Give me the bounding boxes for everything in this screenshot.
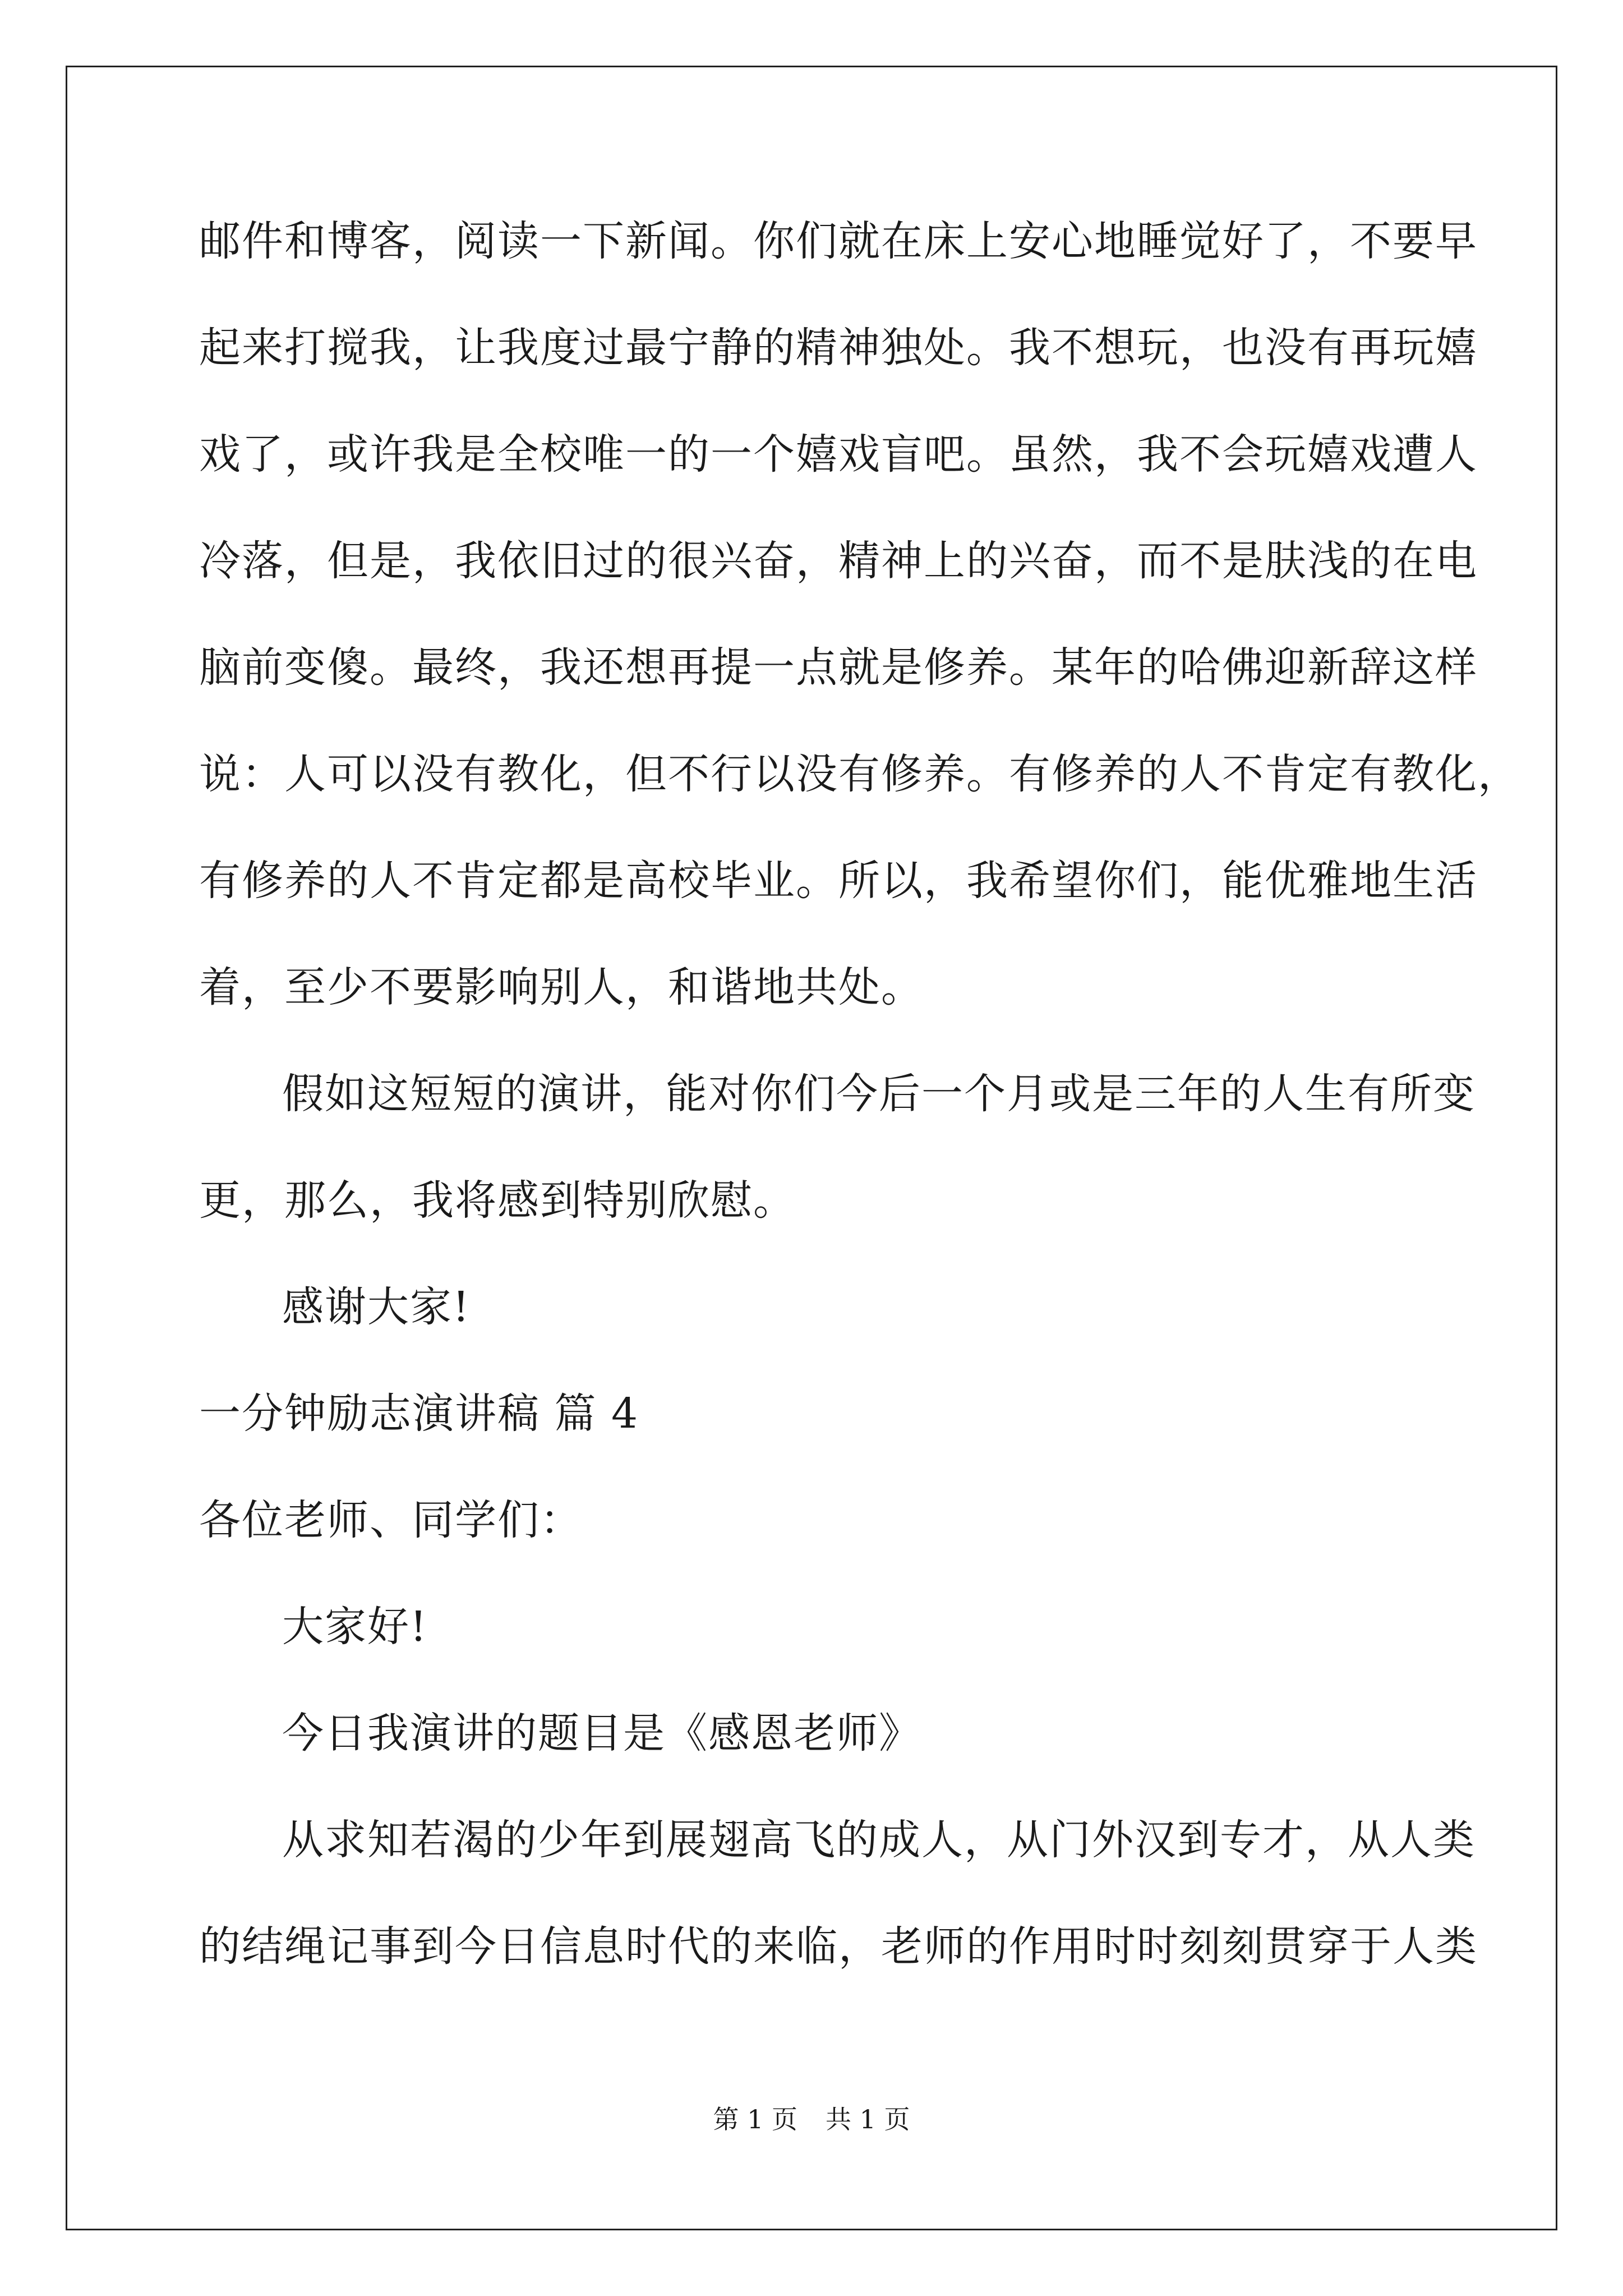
text-line: 说：人可以没有教化，但不行以没有修养。有修养的人不肯定有教化，	[199, 750, 1520, 798]
paragraph-start: 今日我演讲的题目是《感恩老师》	[282, 1709, 921, 1757]
text-line: 冷落，但是，我依旧过的很兴奋，精神上的兴奋，而不是肤浅的在电	[199, 537, 1478, 585]
salutation: 各位老师、同学们：	[199, 1496, 583, 1544]
text-line: 着，至少不要影响别人，和谐地共处。	[199, 963, 924, 1011]
text-line: 脑前变傻。最终，我还想再提一点就是修养。某年的哈佛迎新辞这样	[199, 643, 1478, 692]
paragraph-start: 感谢大家!	[282, 1283, 471, 1331]
text-line: 邮件和博客，阅读一下新闻。你们就在床上安心地睡觉好了，不要早	[199, 217, 1478, 265]
paragraph-start: 假如这短短的演讲，能对你们今后一个月或是三年的人生有所变	[282, 1070, 1476, 1118]
paragraph-start: 从求知若渴的少年到展翅高飞的成人，从门外汉到专才，从人类	[282, 1816, 1476, 1864]
page-border	[66, 66, 1557, 2230]
text-line: 的结绳记事到今日信息时代的来临，老师的作用时时刻刻贯穿于人类	[199, 1922, 1478, 1971]
page-count: 共 1 页	[826, 2104, 910, 2134]
text-line: 有修养的人不肯定都是高校毕业。所以，我希望你们，能优雅地生活	[199, 857, 1478, 905]
page-number: 第 1 页	[713, 2104, 797, 2134]
text-line: 起来打搅我，让我度过最宁静的精神独处。我不想玩，也没有再玩嬉	[199, 324, 1478, 372]
page-footer	[0, 2102, 1623, 2136]
section-heading: 一分钟励志演讲稿 篇 4	[199, 1389, 639, 1438]
text-line: 戏了，或许我是全校唯一的一个嬉戏盲吧。虽然，我不会玩嬉戏遭人	[199, 430, 1478, 478]
greeting: 大家好!	[282, 1603, 428, 1651]
text-line: 更，那么，我将感到特别欣慰。	[199, 1176, 796, 1225]
